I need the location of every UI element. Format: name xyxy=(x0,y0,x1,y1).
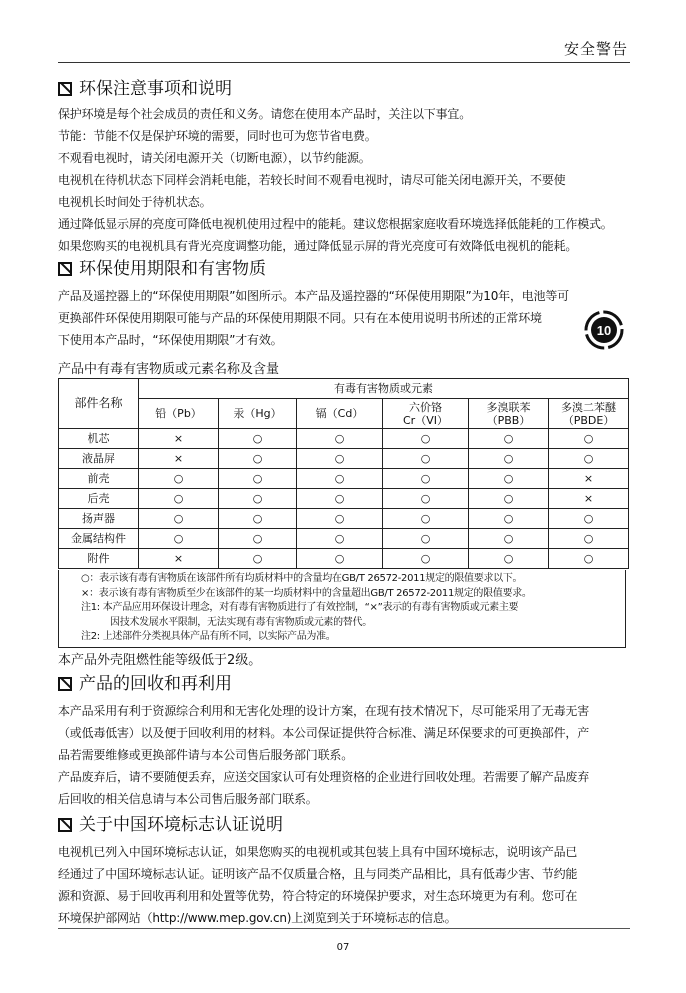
paragraph-line: 更换部件环保使用期限可能与产品的环保使用期限不同。只有在本使用说明书所述的正常环境 xyxy=(58,311,542,325)
substance-cell: ○ xyxy=(219,489,297,509)
column-header: 镉（Cd） xyxy=(297,399,383,429)
paragraph-line: 如果您购买的电视机具有背光亮度调整功能，通过降低显示屏的背光亮度可有效降低电视机的能耗。 xyxy=(58,239,578,253)
table-row xyxy=(59,529,629,549)
flame-rating-line: 本产品外壳阻燃性能等级低于2级。 xyxy=(58,653,262,668)
substance-cell: ○ xyxy=(297,489,383,509)
substance-cell: ○ xyxy=(469,549,549,569)
paragraph-line: 电视机在待机状态下同样会消耗电能，若较长时间不观看电视时，请尽可能关闭电源开关，不要使 xyxy=(58,173,566,187)
paragraph-line: 本产品采用有利于资源综合利用和无害化处理的设计方案，在现有技术情况下，尽可能采用了无毒无害 xyxy=(58,704,590,718)
substance-cell: ○ xyxy=(383,449,469,469)
section-environment-notes xyxy=(58,76,638,257)
table-row xyxy=(59,449,629,469)
checkbox-marker-icon xyxy=(58,82,72,96)
substance-cell: ○ xyxy=(219,429,297,449)
section-heading xyxy=(58,671,638,697)
checkbox-marker-icon xyxy=(58,262,72,276)
section-usage-period xyxy=(58,256,638,351)
paragraph-line: 节能：节能不仅是保护环境的需要，同时也可为您节省电费。 xyxy=(58,129,377,143)
substance-cell: ○ xyxy=(219,469,297,489)
section-heading xyxy=(58,256,638,282)
table-row xyxy=(59,489,629,509)
table-caption: 产品中有毒有害物质或元素名称及含量 xyxy=(58,362,280,377)
substance-cell: ○ xyxy=(383,529,469,549)
substance-cell: × xyxy=(139,449,219,469)
substance-cell: ○ xyxy=(549,529,629,549)
substance-cell: ○ xyxy=(219,509,297,529)
substance-cell: ○ xyxy=(383,549,469,569)
substance-cell: ○ xyxy=(219,529,297,549)
paragraph-line: 环境保护部网站（http://www.mep.gov.cn)上浏览到关于环境标志的信息。 xyxy=(58,911,457,925)
part-name-header: 部件名称 xyxy=(59,379,139,429)
substance-cell: ○ xyxy=(297,429,383,449)
substance-cell: ○ xyxy=(383,429,469,449)
substance-cell: ○ xyxy=(469,449,549,469)
paragraph-line: 下使用本产品时，“环保使用期限”才有效。 xyxy=(58,333,283,347)
paragraph-line: 保护环境是每个社会成员的责任和义务。请您在使用本产品时，关注以下事宜。 xyxy=(58,107,472,121)
substance-cell: ○ xyxy=(383,509,469,529)
paragraph-line: 不观看电视时，请关闭电源开关（切断电源），以节约能源。 xyxy=(58,151,371,165)
section-title: 产品的回收和再利用 xyxy=(79,674,232,694)
substance-cell: × xyxy=(139,549,219,569)
paragraph-line: 后回收的相关信息请与本公司售后服务部门联系。 xyxy=(58,792,318,806)
hazardous-substances-table xyxy=(58,378,629,569)
section-title: 环保注意事项和说明 xyxy=(79,79,232,99)
substance-cell: ○ xyxy=(297,549,383,569)
substance-group-header: 有毒有害物质或元素 xyxy=(139,379,629,399)
substance-cell: ○ xyxy=(469,489,549,509)
page-header xyxy=(58,0,630,63)
part-name-cell: 后壳 xyxy=(59,489,139,509)
substance-cell: ○ xyxy=(297,509,383,529)
section-recycling xyxy=(58,671,638,810)
page-number: 07 xyxy=(336,942,350,953)
part-name-cell: 附件 xyxy=(59,549,139,569)
paragraph-line: 源和资源、易于回收再利用和处置等优势，符合特定的环境保护要求，对生态环境更为有利。您可在 xyxy=(58,889,578,903)
substance-cell: ○ xyxy=(549,449,629,469)
footer-rule xyxy=(58,928,630,929)
paragraph-line: 电视机已列入中国环境标志认证，如果您购买的电视机或其包装上具有中国环境标志，说明该产品已 xyxy=(58,845,578,859)
header-title: 安全警告 xyxy=(563,40,628,58)
note-line: ×：表示该有毒有害物质至少在该部件的某一均质材料中的含量超出GB/T 26572-2011规定的限值要求。 xyxy=(81,587,532,599)
substance-cell: ○ xyxy=(139,529,219,549)
part-name-cell: 金属结构件 xyxy=(59,529,139,549)
substance-cell: ○ xyxy=(139,469,219,489)
column-header: 铅（Pb） xyxy=(139,399,219,429)
logo-number: 10 xyxy=(596,323,612,338)
checkbox-marker-icon xyxy=(58,677,72,691)
section-title: 环保使用期限和有害物质 xyxy=(79,259,266,279)
paragraph-line: 电视机长时间处于待机状态。 xyxy=(58,195,212,209)
table-row xyxy=(59,469,629,489)
substance-cell: ○ xyxy=(219,549,297,569)
column-header: 六价铬 Cr（VI） xyxy=(383,399,469,429)
eco-period-10-logo-icon xyxy=(584,310,624,350)
paragraph-line: （或低毒低害）以及便于回收利用的材料。本公司保证提供符合标准、满足环保要求的可更换部件，产 xyxy=(58,726,590,740)
table-row xyxy=(59,429,629,449)
checkbox-marker-icon xyxy=(58,818,72,832)
paragraph-line: 产品及遥控器上的“环保使用期限”如图所示。本产品及遥控器的“环保使用期限”为10年，电池等可 xyxy=(58,289,569,303)
substance-cell: ○ xyxy=(469,469,549,489)
note-line: 注2: 上述部件分类视具体产品有所不同，以实际产品为准。 xyxy=(81,631,336,642)
part-name-cell: 前壳 xyxy=(59,469,139,489)
substance-cell: ○ xyxy=(297,529,383,549)
substance-cell: ○ xyxy=(469,529,549,549)
section-title: 关于中国环境标志认证说明 xyxy=(79,815,283,835)
substance-cell: ○ xyxy=(549,549,629,569)
substance-cell: × xyxy=(139,429,219,449)
substance-cell: × xyxy=(549,469,629,489)
paragraph-line: 产品废弃后，请不要随便丢弃，应送交国家认可有处理资格的企业进行回收处理。若需要了解产品废弃 xyxy=(58,770,590,784)
paragraph-line: 通过降低显示屏的亮度可降低电视机使用过程中的能耗。建议您根据家庭收看环境选择低能耗的工作模式。 xyxy=(58,217,613,231)
column-header: 汞（Hg） xyxy=(219,399,297,429)
note-line: 注1: 本产品应用环保设计理念，对有毒有害物质进行了有效控制，“×”表示的有毒有害物质或元素主要 xyxy=(81,602,519,613)
substance-cell: ○ xyxy=(469,429,549,449)
section-heading xyxy=(58,76,638,102)
substance-cell: ○ xyxy=(219,449,297,469)
section-heading xyxy=(58,812,638,838)
note-line: ○：表示该有毒有害物质在该部件所有均质材料中的含量均在GB/T 26572-2011规定的限值要求以下。 xyxy=(81,573,523,584)
substance-cell: ○ xyxy=(139,509,219,529)
substance-cell: ○ xyxy=(549,429,629,449)
part-name-cell: 扬声器 xyxy=(59,509,139,529)
table-notes xyxy=(58,570,626,648)
paragraph-line: 品若需要维修或更换部件请与本公司售后服务部门联系。 xyxy=(58,748,354,762)
substance-cell: ○ xyxy=(139,489,219,509)
part-name-cell: 机芯 xyxy=(59,429,139,449)
substance-cell: ○ xyxy=(297,469,383,489)
substance-cell: ○ xyxy=(469,509,549,529)
column-header: 多溴二苯醚 （PBDE） xyxy=(549,399,629,429)
paragraph-line: 经通过了中国环境标志认证。证明该产品不仅质量合格，且与同类产品相比，具有低毒少害、节约能 xyxy=(58,867,578,881)
column-header: 多溴联苯 （PBB） xyxy=(469,399,549,429)
part-name-cell: 液晶屏 xyxy=(59,449,139,469)
substance-cell: ○ xyxy=(383,469,469,489)
table-row xyxy=(59,509,629,529)
note-line: 因技术发展水平限制，无法实现有毒有害物质或元素的替代。 xyxy=(110,616,372,628)
substance-cell: ○ xyxy=(383,489,469,509)
substance-cell: ○ xyxy=(297,449,383,469)
section-eco-label xyxy=(58,812,638,929)
substance-cell: × xyxy=(549,489,629,509)
table-row xyxy=(59,549,629,569)
substance-cell: ○ xyxy=(549,509,629,529)
